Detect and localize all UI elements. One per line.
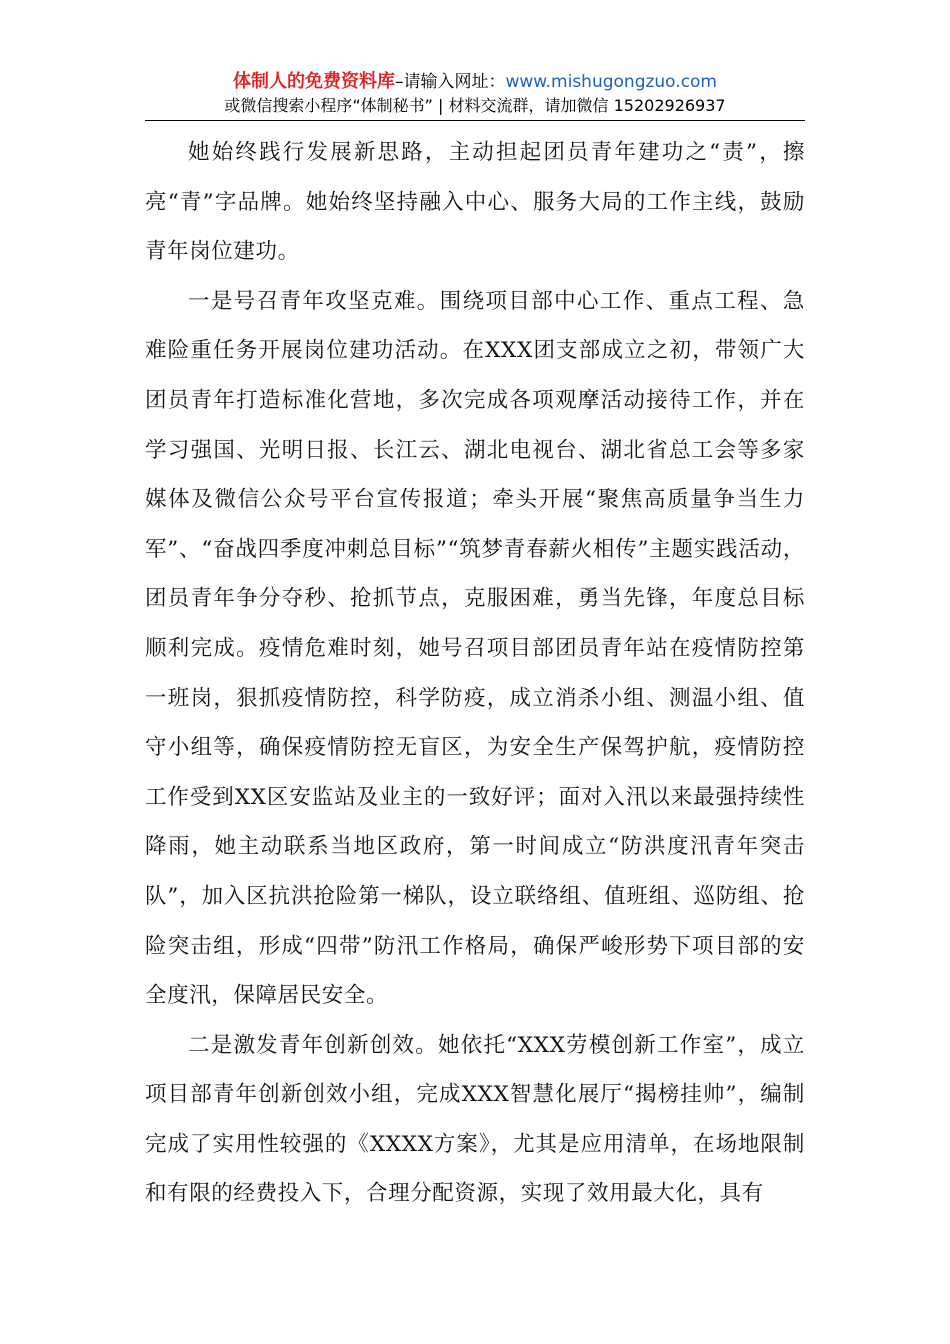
- header-contact-line: 或微信搜索小程序“体制秘书” | 材料交流群，请加微信 15202926937: [224, 96, 726, 115]
- header-banner: [145, 70, 805, 94]
- document-body: [145, 128, 805, 1219]
- paragraph-point-one: 一是号召青年攻坚克难。围绕项目部中心工作、重点工程、急难险重任务开展岗位建功活动。在XXX团支部成立之初，带领广大团员青年打造标准化营地，多次完成各项观摩活动接待工作，并在学习强国、光明日报、长江云、湖北电视台、湖北省总工会等多家媒体及微信公众号平台宣传报道；牵头开展“聚焦高质量争当生力军”、“奋战四季度冲刺总目标”“筑梦青春薪火相传”主题实践活动，团员青年争分夺秒、抢抓节点，克服困难，勇当先锋，年度总目标顺利完成。疫情危难时刻，她号召项目部团员青年站在疫情防控第一班岗，狠抓疫情防控，科学防疫，成立消杀小组、测温小组、值守小组等，确保疫情防控无盲区，为安全生产保驾护航，疫情防控工作受到XX区安监站及业主的一致好评；面对入汛以来最强持续性降雨，她主动联系当地区政府，第一时间成立“防洪度汛青年突击队”，加入区抗洪抢险第一梯队，设立联络组、值班组、巡防组、抢险突击组，形成“四带”防汛工作格局，确保严峻形势下项目部的安全度汛，保障居民安全。: [145, 288, 805, 1009]
- header-brand: 体制人的免费资料库: [232, 71, 395, 92]
- header-prompt: –请输入网址：: [394, 72, 506, 92]
- paragraph-point-two: 二是激发青年创新创效。她依托“XXX劳模创新工作室”，成立项目部青年创新创效小组，完成XXX智慧化展厅“揭榜挂帅”，编制完成了实用性较强的《XXXX方案》，尤其是应用清单，在场地限制和有限的经费投入下，合理分配资源，实现了效用最大化，具有: [145, 1032, 805, 1207]
- header-url-link[interactable]: www.mishugongzuo.com: [505, 72, 717, 92]
- header-divider: [145, 120, 805, 121]
- paragraph-intro: 她始终践行发展新思路，主动担起团员青年建功之“责”，擦亮“青”字品牌。她始终坚持融入中心、服务大局的工作主线，鼓励青年岗位建功。: [145, 140, 805, 265]
